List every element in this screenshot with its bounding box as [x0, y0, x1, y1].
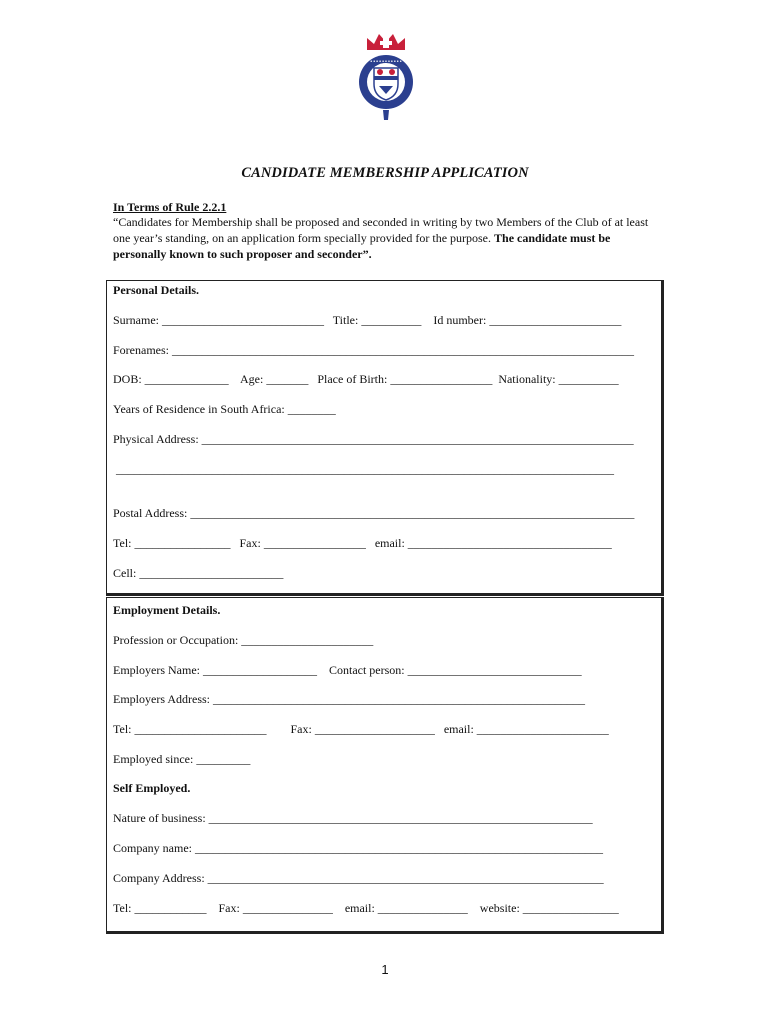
club-crest-logo — [355, 32, 417, 126]
physical-address-field[interactable]: Physical Address: ________________________________________________________________________ — [113, 432, 634, 446]
tel-fax-email-field[interactable]: Tel: ________________ Fax: _________________ email: __________________________________ — [113, 536, 612, 550]
employer-address-field[interactable]: Employers Address: ______________________________________________________________ — [113, 692, 585, 706]
page-number: 1 — [381, 962, 389, 977]
employed-since-field[interactable]: Employed since: _________ — [113, 752, 251, 766]
employment-details-heading: Employment Details. — [113, 603, 221, 617]
employer-contact-field[interactable]: Employers Name: ___________________ Contact person: _____________________________ — [113, 663, 582, 677]
physical-address-line2-field[interactable]: ___________________________________________________________________________________ — [113, 462, 614, 476]
dob-age-birth-nationality-field[interactable]: DOB: ______________ Age: _______ Place of Birth: _________________ Nationality: __________ — [113, 372, 619, 386]
self-employed-heading: Self Employed. — [113, 781, 191, 795]
company-contact-field[interactable]: Tel: ____________ Fax: _______________ email: _______________ website: ________________ — [113, 901, 619, 915]
postal-address-field[interactable]: Postal Address: __________________________________________________________________________ — [113, 506, 635, 520]
cell-field[interactable]: Cell: ________________________ — [113, 566, 284, 580]
employer-tel-fax-email-field[interactable]: Tel: ______________________ Fax: ____________________ email: ______________________ — [113, 722, 609, 736]
page-title: CANDIDATE MEMBERSHIP APPLICATION — [241, 165, 529, 181]
rule-quote: “Candidates for Membership shall be proposed and seconded in writing by two Members of the Club of at least one year’s standing, on an application form specially provided for the purpose. — [113, 215, 649, 245]
personal-details-heading: Personal Details. — [113, 283, 199, 297]
company-name-field[interactable]: Company name: ____________________________________________________________________ — [113, 841, 603, 855]
rule-text — [113, 214, 663, 262]
forenames-field[interactable]: Forenames: _____________________________________________________________________________ — [113, 343, 634, 357]
years-residence-field[interactable]: Years of Residence in South Africa: ________ — [113, 402, 336, 416]
surname-title-id-field[interactable]: Surname: ___________________________ Title: __________ Id number: ______________________ — [113, 313, 622, 327]
profession-field[interactable]: Profession or Occupation: ______________________ — [113, 633, 374, 647]
svg-text:•••••••••••: ••••••••••• — [369, 59, 403, 65]
company-address-field[interactable]: Company Address: __________________________________________________________________ — [113, 871, 604, 885]
rule-heading: In Terms of Rule 2.2.1 — [113, 200, 227, 214]
rule-quote-bold: The candidate must be personally known to such proposer and seconder”. — [113, 231, 611, 261]
nature-of-business-field[interactable]: Nature of business: ________________________________________________________________ — [113, 811, 593, 825]
